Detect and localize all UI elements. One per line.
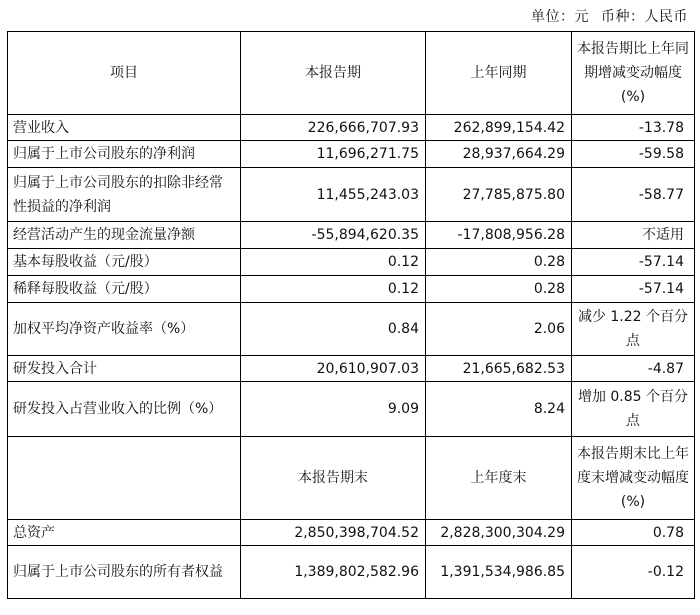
subheader-change: 本报告期末比上年度末增减变动幅度(%) xyxy=(572,437,695,520)
row-current: 11,455,243.03 xyxy=(241,168,426,222)
table-row xyxy=(8,382,695,437)
row-change: -57.14 xyxy=(572,249,695,276)
header-current: 本报告期 xyxy=(241,32,426,115)
row-change: -57.14 xyxy=(572,276,695,303)
row-change: -59.58 xyxy=(572,141,695,168)
subheader-prior: 上年度末 xyxy=(426,437,572,520)
row-prior: 21,665,682.53 xyxy=(426,356,572,382)
row-prior: 0.28 xyxy=(426,249,572,276)
table-row xyxy=(8,168,695,222)
row-prior: 262,899,154.42 xyxy=(426,115,572,141)
table-row xyxy=(8,303,695,356)
row-label: 加权平均净资产收益率（%） xyxy=(8,303,241,356)
table-subheader-row xyxy=(8,437,695,520)
row-change: -4.87 xyxy=(572,356,695,382)
row-current: 0.12 xyxy=(241,276,426,303)
header-change: 本报告期比上年同期增减变动幅度(%) xyxy=(572,32,695,115)
row-current: 11,696,271.75 xyxy=(241,141,426,168)
row-current: 9.09 xyxy=(241,382,426,437)
row-label: 基本每股收益（元/股） xyxy=(8,249,241,276)
row-label: 研发投入占营业收入的比例（%） xyxy=(8,382,241,437)
row-current: 0.12 xyxy=(241,249,426,276)
table-row xyxy=(8,520,695,546)
unit-line xyxy=(531,6,688,26)
row-change: 不适用 xyxy=(572,222,695,249)
table-row xyxy=(8,115,695,141)
subheader-current: 本报告期末 xyxy=(241,437,426,520)
row-prior: 28,937,664.29 xyxy=(426,141,572,168)
currency-label: 币种：人民币 xyxy=(601,9,688,25)
row-label: 总资产 xyxy=(8,520,241,546)
subheader-empty xyxy=(8,437,241,520)
row-change: -13.78 xyxy=(572,115,695,141)
unit-label: 单位：元 xyxy=(531,9,589,25)
table-row xyxy=(8,276,695,303)
table-row xyxy=(8,356,695,382)
row-prior: 8.24 xyxy=(426,382,572,437)
row-label: 归属于上市公司股东的扣除非经常性损益的净利润 xyxy=(8,168,241,222)
row-prior: 2,828,300,304.29 xyxy=(426,520,572,546)
row-change: 0.78 xyxy=(572,520,695,546)
row-prior: -17,808,956.28 xyxy=(426,222,572,249)
row-label: 归属于上市公司股东的净利润 xyxy=(8,141,241,168)
row-change: 减少 1.22 个百分点 xyxy=(572,303,695,356)
row-change: -58.77 xyxy=(572,168,695,222)
table-header-row xyxy=(8,32,695,115)
table-row xyxy=(8,546,695,599)
row-current: 2,850,398,704.52 xyxy=(241,520,426,546)
row-change: 增加 0.85 个百分点 xyxy=(572,382,695,437)
row-current: 1,389,802,582.96 xyxy=(241,546,426,599)
row-prior: 0.28 xyxy=(426,276,572,303)
row-label: 经营活动产生的现金流量净额 xyxy=(8,222,241,249)
row-prior: 2.06 xyxy=(426,303,572,356)
row-current: 0.84 xyxy=(241,303,426,356)
row-label: 营业收入 xyxy=(8,115,241,141)
row-current: -55,894,620.35 xyxy=(241,222,426,249)
financial-table xyxy=(7,31,695,599)
table-row xyxy=(8,249,695,276)
row-prior: 1,391,534,986.85 xyxy=(426,546,572,599)
row-change: -0.12 xyxy=(572,546,695,599)
header-prior: 上年同期 xyxy=(426,32,572,115)
row-label: 研发投入合计 xyxy=(8,356,241,382)
table-row xyxy=(8,222,695,249)
row-label: 归属于上市公司股东的所有者权益 xyxy=(8,546,241,599)
row-current: 20,610,907.03 xyxy=(241,356,426,382)
header-item: 项目 xyxy=(8,32,241,115)
table-row xyxy=(8,141,695,168)
row-prior: 27,785,875.80 xyxy=(426,168,572,222)
row-label: 稀释每股收益（元/股） xyxy=(8,276,241,303)
row-current: 226,666,707.93 xyxy=(241,115,426,141)
